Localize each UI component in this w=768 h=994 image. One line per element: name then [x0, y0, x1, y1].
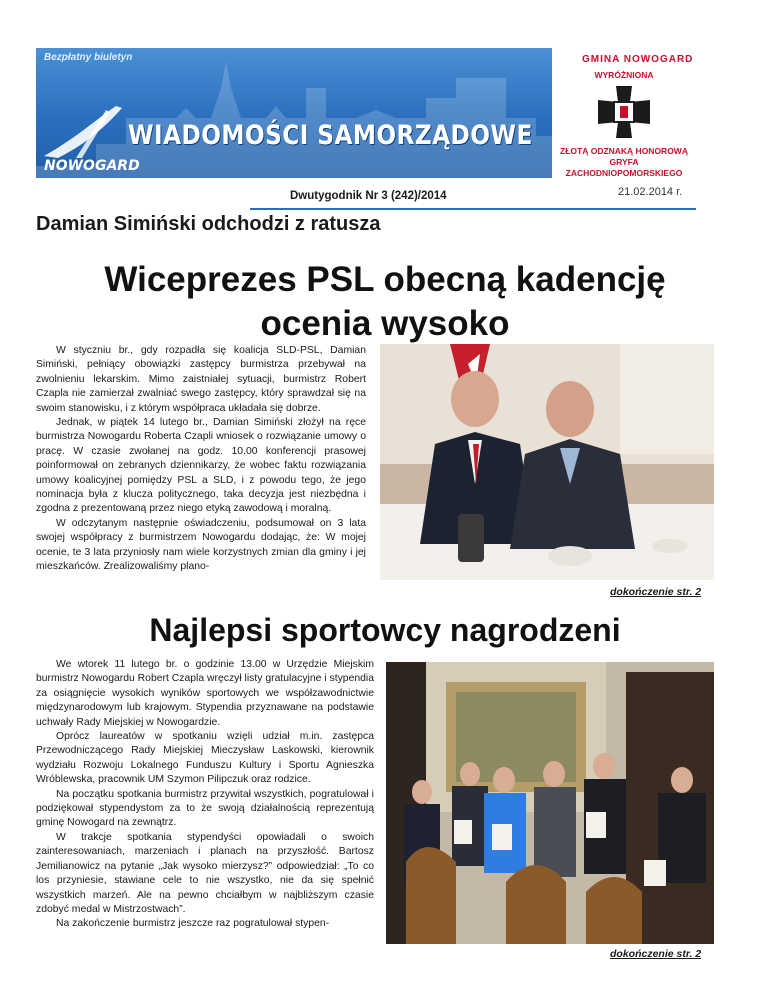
article1-paragraph: W styczniu br., gdy rozpadła się koalicja SLD-PSL, Damian Simiński, pełniący obowiązki zastępcy burmistrza przebywał na zwolnieniu lekarskim. Mimo zaistniałej sytuacji, burmistrz Robert Czapla nie zamierzał zwalniać swego zastępcy, który sprawdzał się na swoim stanowisku, i z którym współpraca układała się dobrze.	[36, 345, 366, 414]
article1-continued-link[interactable]: dokończenie str. 2	[610, 586, 702, 598]
free-bulletin-label: Bezpłatny biuletyn	[44, 52, 133, 63]
article2-continued-link[interactable]: dokończenie str. 2	[610, 948, 702, 960]
cross-emblem-icon	[596, 84, 652, 140]
article1-photo	[380, 344, 714, 580]
article1-body	[36, 344, 366, 575]
badge-line-2: GRYFA	[609, 157, 639, 167]
article2-paragraph: W trakcje spotkania stypendyści opowiadali o swoich zainteresowaniach, marzeniach i planach na przyszłość. Bartosz Jemilianowicz na pytanie „Jak wysoko mierzysz?” odpowiedział: „To co los przyniesie, stawiane cele to nie wszystko, nie da się spełnić wszystkich marzeń. Ale na pewno chciałbym w najbliższym czasie zdobyć medal w Mistrzostwach”.	[36, 831, 374, 915]
press-conference-photo	[380, 344, 714, 580]
article2-paragraph: Na zakończenie burmistrz jeszcze raz pogratulował stypen-	[56, 918, 330, 930]
masthead-banner	[36, 48, 696, 178]
article2-headline: Najlepsi sportowcy nagrodzeni	[149, 612, 621, 648]
article1-paragraph: W odczytanym następnie oświadczeniu, podsumował on 3 lata swojej współpracy z burmistrzem Nowogardu dodając, że: W mojej ocenie, te 3 lata przyniosły nam wiele korzystnych zmian dla gminy i jej mieszkańców. Zrealizowaliśmy plano-	[36, 517, 366, 573]
article1-paragraph: Jednak, w piątek 14 lutego br., Damian Simiński złożył na ręce burmistrza Nowogardu Roberta Czapli wniosek o rozwiązanie umowy o pracę. W czasie zwołanej na godz. 10.00 konferencji prasowej poinformował on zebranych dziennikarzy, że wobec faktu rozwiązania umowy koalicyjnej pomiędzy PSL a SLD, i z powodu tego, że jego nominacja była z klucza politycznego, taka decyzja jest niezbędna i zgodna z prezentowaną przez niego etyką zawodową i moralną.	[36, 417, 366, 515]
issue-number: Dwutygodnik Nr 3 (242)/2014	[290, 190, 447, 202]
badge-line-3: ZACHODNIOPOMORSKIEGO	[565, 168, 683, 178]
badge-distinguished: WYRÓŻNIONA	[594, 70, 654, 80]
sportsmen-group-photo	[386, 662, 714, 944]
badge-arc-text: GMINA NOWOGARD	[582, 54, 694, 65]
article2-photo	[386, 662, 714, 944]
article1-headline: Wiceprezes PSL obecną kadencję ocenia wysoko	[104, 260, 666, 343]
article2-paragraph: We wtorek 11 lutego br. o godzinie 13.00 w Urzędzie Miejskim burmistrz Nowogardu Robert Czapla wręczył listy gratulacyjne i stypendia za osiągnięcie wysokich wyników sportowych we współzawodnictwie międzynarodowym lub krajowym. Stypendia przyznawane na podstawie uchwały Rady Miejskiej w Nowogardzie.	[36, 659, 374, 728]
article2-paragraph: Oprócz laureatów w spotkaniu wzięli udział m.in. zastępca Przewodniczącego Rady Miejskiej Mieczysław Laskowski, kierownik wydziału Rozwoju Lokalnego Funduszu Kultury i Sportu Agnieszka Wróblewska, pracownik UM Szymon Pilipczuk oraz rodzice.	[36, 731, 374, 786]
masthead-town: NOWOGARD	[44, 158, 140, 174]
honor-badge	[552, 48, 696, 178]
masthead-title: WIADOMOŚCI SAMORZĄDOWE	[128, 120, 533, 151]
article1-kicker: Damian Simiński odchodzi z ratusza	[36, 213, 381, 235]
issue-date: 21.02.2014 r.	[618, 186, 683, 198]
badge-line-1: ZŁOTĄ ODZNAKĄ HONOROWĄ	[560, 146, 688, 156]
article2-paragraph: Na początku spotkania burmistrz przywitał wszystkich, pogratulował i podziękował stypendystom za to że swoją działalnością reprezentują gminę Nowogard na zewnątrz.	[36, 788, 374, 829]
article2-body	[36, 658, 374, 932]
